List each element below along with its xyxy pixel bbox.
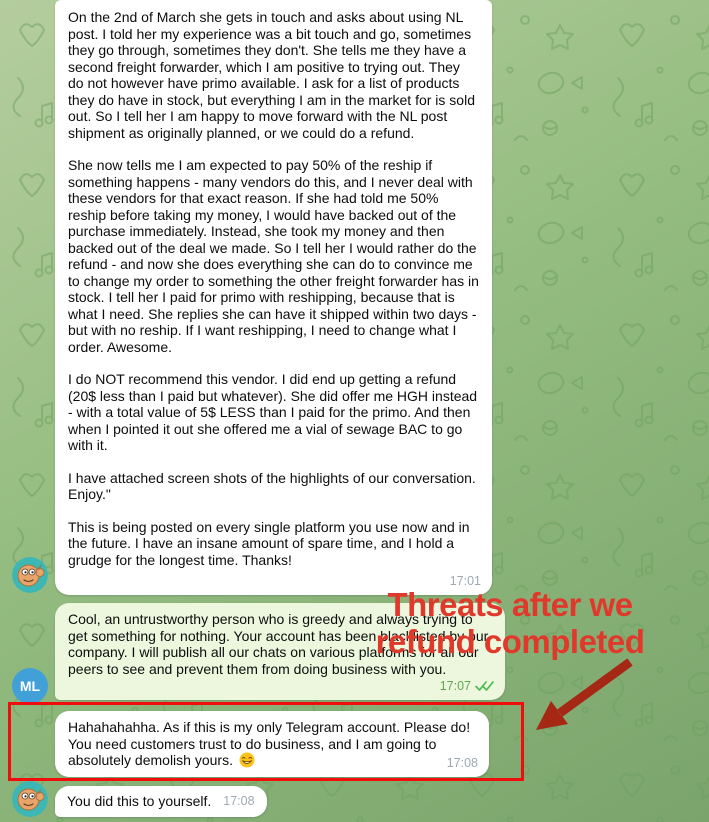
message-text: Cool, an untrustworthy person who is greedy and always trying to get something for nothing. Your account has been blacklisted by our company. I will publish all our chats on various platforms for all our peers to see and prevent them from doing business with you. <box>68 611 489 677</box>
message-text: Hahahahahha. As if this is my only Telegram account. Please do! You need customers trust to do business, and I am going to absolutely demolish yours. <box>68 719 471 768</box>
avatar[interactable] <box>12 781 48 817</box>
avatar-ml[interactable] <box>12 668 48 704</box>
red-arrow-annotation <box>526 650 644 742</box>
avatar[interactable] <box>12 557 48 593</box>
message-timestamp: 17:08 <box>446 755 478 770</box>
read-ticks-icon <box>475 680 495 692</box>
annotation-line-2: refund completed <box>375 623 645 660</box>
message-bubble-long-review[interactable] <box>55 0 492 595</box>
message-paragraph: I have attached screen shots of the highlights of our conversation. Enjoy." <box>68 469 476 502</box>
cartoon-face-avatar-image <box>12 557 48 593</box>
message-bubble-final[interactable] <box>55 786 267 817</box>
message-timestamp: 17:07 <box>439 678 471 693</box>
red-annotation-text <box>350 586 670 660</box>
message-paragraph: This is being posted on every single platform you use now and in the future. I have an insane amount of spare time, and I hold a grudge for the longest time. Thanks! <box>68 518 470 568</box>
message-paragraph: I do NOT recommend this vendor. I did end up getting a refund (20$ less than I paid but whatever). She did offer me HGH instead - with a total value of 5$ LESS than I paid for the primo. And then when I pointed it out she offered me a vial of sewage BAC to go with it. <box>68 371 478 453</box>
message-paragraph: On the 2nd of March she gets in touch and asks about using NL post. I told her my experience was a bit touch and go, sometimes they go through, sometimes they don't. She tells me they have a second freight forwarder, which I am positive to trying out. They do not however have primo available. I ask for a list of products they do have in stock, but everything I am in the market for is sold out. So I tell her I am happy to move forward with the NL post shipment as originally planned, or we could do a refund. <box>68 9 475 141</box>
message-timestamp: 17:01 <box>449 573 481 588</box>
message-text: You did this to yourself. <box>67 793 212 810</box>
message-bubble-threat[interactable] <box>55 711 489 777</box>
annotation-line-1: Threats after we <box>387 586 633 623</box>
avatar-initials: ML <box>19 678 41 694</box>
cartoon-face-avatar-image <box>12 781 48 817</box>
message-paragraph: She now tells me I am expected to pay 50% of the reship if something happens - many vendors do this, and I never deal with these vendors for that exact reason. If she had told me 50% reship before taking my money, I would have backed out of the purchase immediately. Instead, she took my money and then backed out of the deal we made. So I tell her I would rather do the refund - and now she does everything she can do to convince me to change my order to something the other freight forwarder has in stock. I tell her I paid for primo with reshipping, because that is what I need. She replies she can have it shipped within two days - but with no reship. If I want reshipping, I need to change what I order. Awesome. <box>68 157 479 355</box>
message-timestamp: 17:08 <box>223 794 255 809</box>
grinning-emoji <box>239 752 255 772</box>
